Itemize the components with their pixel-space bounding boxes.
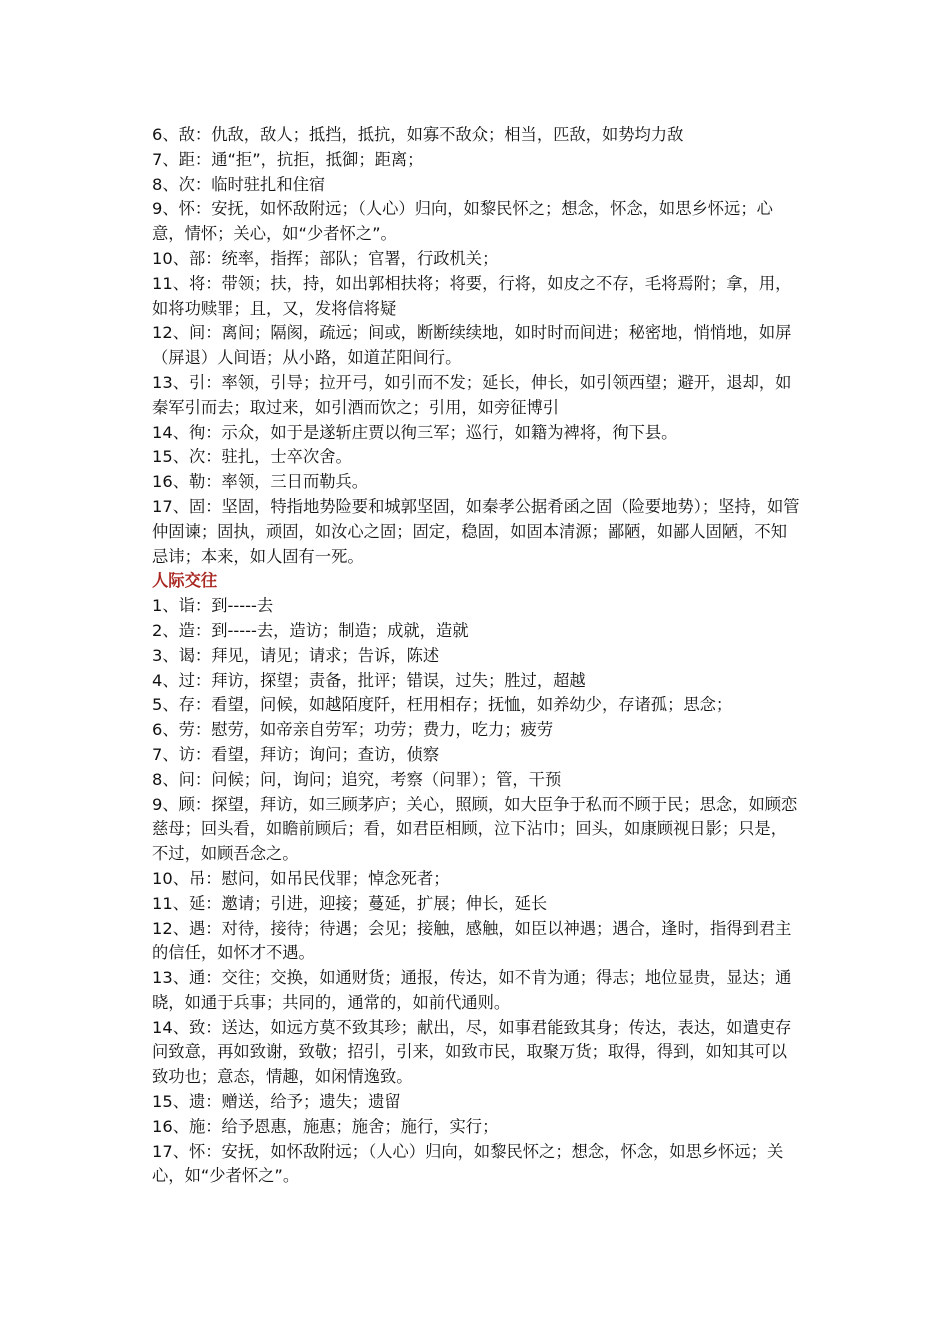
entry-9-huai: 9、怀：安抚，如怀敌附远；（人心）归向，如黎民怀之；想念，怀念，如思乡怀远；心意，情怀；关心，如“少者怀之”。 [152,199,773,244]
entry-15-ci: 15、次：驻扎，士卒次舍。 [152,447,352,467]
entry-14-xun: 14、徇：示众，如于是遂斩庄贾以徇三军；巡行，如籍为裨将，徇下县。 [152,422,678,442]
entry-17-gu: 17、固：坚固，特指地势险要和城郭坚固，如秦孝公据肴函之固（险要地势）；坚持，如管仲固谏；固执，顽固，如汝心之固；固定，稳固，如固本清源；鄙陋，如鄙人固陋，不知忌讳；本来，如人固有一死。 [152,496,800,566]
entry-8-ci: 8、次：临时驻扎和住宿 [152,174,326,194]
entry-6-di: 6、敌：仇敌，敌人；抵挡，抵抗，如寡不敌众；相当，匹敌，如势均力敌 [152,125,684,144]
entry-12-yu: 12、遇：对待，接待；待遇；会见；接触，感触，如臣以神遇；遇合，逢时，指得到君主的信任，如怀才不遇。 [152,918,792,963]
entry-10-bu: 10、部：统率，指挥；部队；官署，行政机关； [152,248,499,268]
entry-7-ju: 7、距：通“拒”，抗拒，抵御；距离； [152,149,424,169]
document-page [152,123,802,1189]
section-heading-interpersonal: 人际交往 [152,571,218,591]
entry-6-lao: 6、劳：慰劳，如帝亲自劳军；功劳；费力，吃力；疲劳 [152,720,554,740]
entry-1-yi: 1、诣：到-----去 [152,596,274,616]
entry-2-zao: 2、造：到-----去，造访；制造；成就，造就 [152,620,469,640]
entry-3-ye: 3、谒：拜见，请见；请求；告诉，陈述 [152,645,440,665]
entry-11-jiang: 11、将：带领；扶，持，如出郭相扶将；将要，行将，如皮之不存，毛将焉附；拿，用，如将功赎罪；且，又，发将信将疑 [152,273,792,318]
entry-13-tong: 13、通：交往；交换，如通财货；通报，传达，如不肯为通；得志；地位显贵，显达；通晓，如通于兵事；共同的，通常的，如前代通则。 [152,968,792,1012]
section-interpersonal [152,594,802,1189]
entry-8-wen: 8、问：问候；问，询问；追究，考察（问罪）；管，干预 [152,769,562,789]
entry-12-jian: 12、间：离间；隔阂，疏远；间或，断断续续地，如时时而间进；秘密地，悄悄地，如屏（屏退）人间语；从小路，如道芷阳间行。 [152,323,792,368]
entry-16-le: 16、勒：率领，三日而勒兵。 [152,472,369,492]
section-military [152,123,802,569]
entry-4-guo: 4、过：拜访，探望；责备，批评；错误，过失；胜过，超越 [152,670,586,690]
entry-9-gu: 9、顾：探望，拜访，如三顾茅庐；关心，照顾，如大臣争于私而不顾于民；思念，如顾恋慈母；回头看，如瞻前顾后；看，如君臣相顾，泣下沾巾；回头，如康顾视日影；只是，不过，如顾吾念之。 [152,794,798,864]
entry-17-huai: 17、怀：安抚，如怀敌附远；（人心）归向，如黎民怀之；想念，怀念，如思乡怀远；关心，如“少者怀之”。 [152,1141,784,1186]
entry-10-diao: 10、吊：慰问，如吊民伐罪；悼念死者； [152,868,450,888]
entry-15-yi: 15、遗：赠送，给予；遗失；遗留 [152,1092,401,1112]
entry-13-yin: 13、引：率领，引导；拉开弓，如引而不发；延长，伸长，如引领西望；避开，退却，如秦军引而去；取过来，如引酒而饮之；引用，如旁征博引 [152,372,792,417]
entry-11-yan: 11、延：邀请；引进，迎接；蔓延，扩展；伸长，延长 [152,893,548,913]
entry-7-fang: 7、访：看望，拜访；询问；查访，侦察 [152,744,440,764]
entry-14-zhi: 14、致：送达，如远方莫不致其珍；献出，尽，如事君能致其身；传达，表达，如遣吏存问致意，再如致谢，致敬；招引，引来，如致市民，取聚万货；取得，得到，如知其可以致功也；意态，情趣，如闲情逸致。 [152,1017,792,1087]
entry-16-shi: 16、施：给予恩惠，施惠；施舍；施行，实行； [152,1116,499,1136]
entry-5-cun: 5、存：看望，问候，如越陌度阡，枉用相存；抚恤，如养幼少，存诸孤；思念； [152,695,733,715]
